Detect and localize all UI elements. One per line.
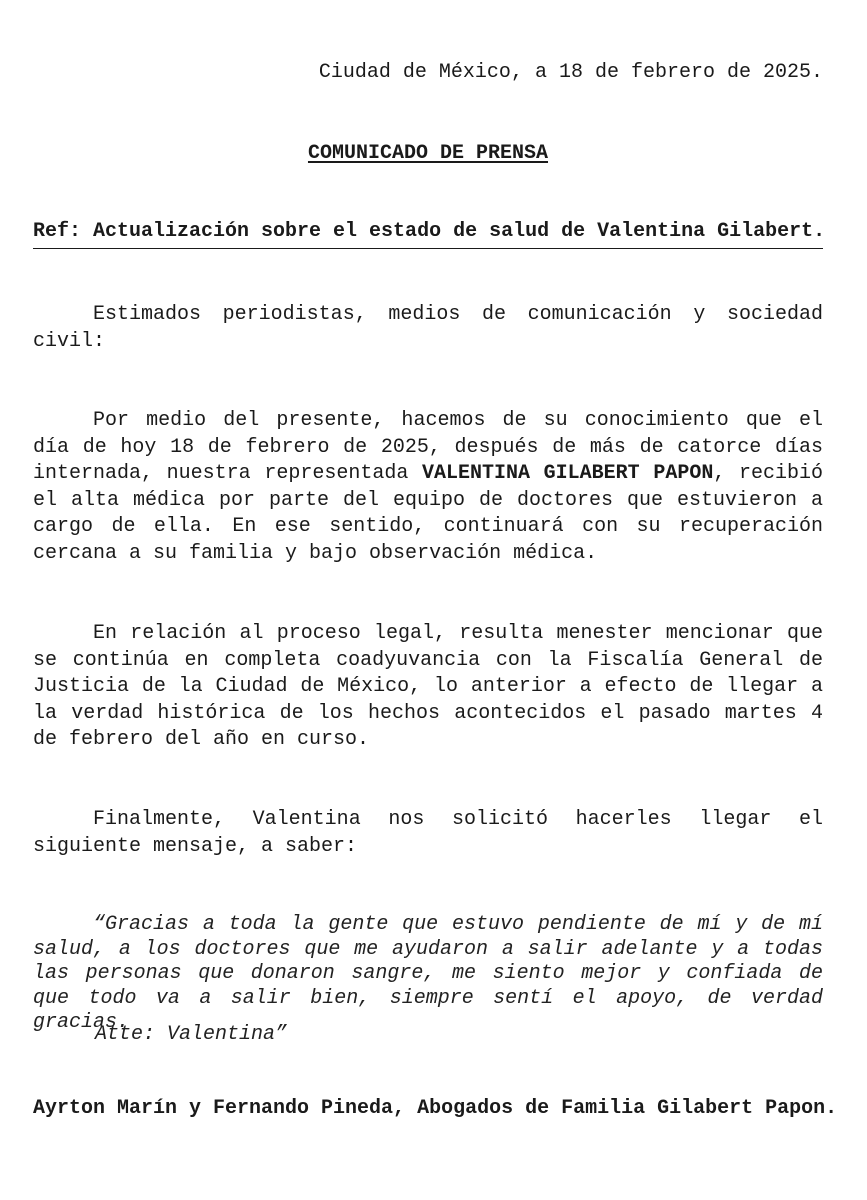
patient-name: VALENTINA GILABERT PAPON <box>422 462 714 485</box>
discharge-text-before: Por medio del presente, hacemos de su conocimiento que el día de hoy 18 de febrero de 2025, después de más de catorce días internada, nuestra representada <box>33 409 823 485</box>
discharge-paragraph <box>33 408 823 567</box>
document-title-text: COMUNICADO DE PRENSA <box>307 142 549 165</box>
legal-process-paragraph: En relación al proceso legal, resulta menester mencionar que se continúa en completa coadyuvancia con la Fiscalía General de Justicia de la Ciudad de México, lo anterior a efecto de llegar a la verdad histórica de los hechos acontecidos el pasado martes 4 de febrero del año en curso. <box>33 622 823 751</box>
message-intro-paragraph: Finalmente, Valentina nos solicitó hacerles llegar el siguiente mensaje, a saber: <box>33 808 823 858</box>
date-line: Ciudad de México, a 18 de febrero de 2025. <box>318 61 823 84</box>
lawyers-signature: Ayrton Marín y Fernando Pineda, Abogados de Familia Gilabert Papon. <box>33 1097 838 1120</box>
greeting-paragraph: Estimados periodistas, medios de comunicación y sociedad civil: <box>33 303 823 353</box>
document-title <box>33 141 823 167</box>
quoted-message: “Gracias a toda la gente que estuvo pendiente de mí y de mí salud, a los doctores que me ayudaron a salir adelante y a todas las personas que donaron sangre, me siento mejor y confiada de que todo va a salir bien, siempre sentí el apoyo, de verdad gracias. <box>33 913 823 1034</box>
quote-signature: Atte: Valentina” <box>95 1023 288 1046</box>
reference-line: Ref: Actualización sobre el estado de salud de Valentina Gilabert. <box>33 219 823 249</box>
discharge-text-after: , recibió el alta médica por parte del equipo de doctores que estuvieron a cargo de ella. En ese sentido, continuará con su recuperación cercana a su familia y bajo observación médica. <box>33 462 824 565</box>
